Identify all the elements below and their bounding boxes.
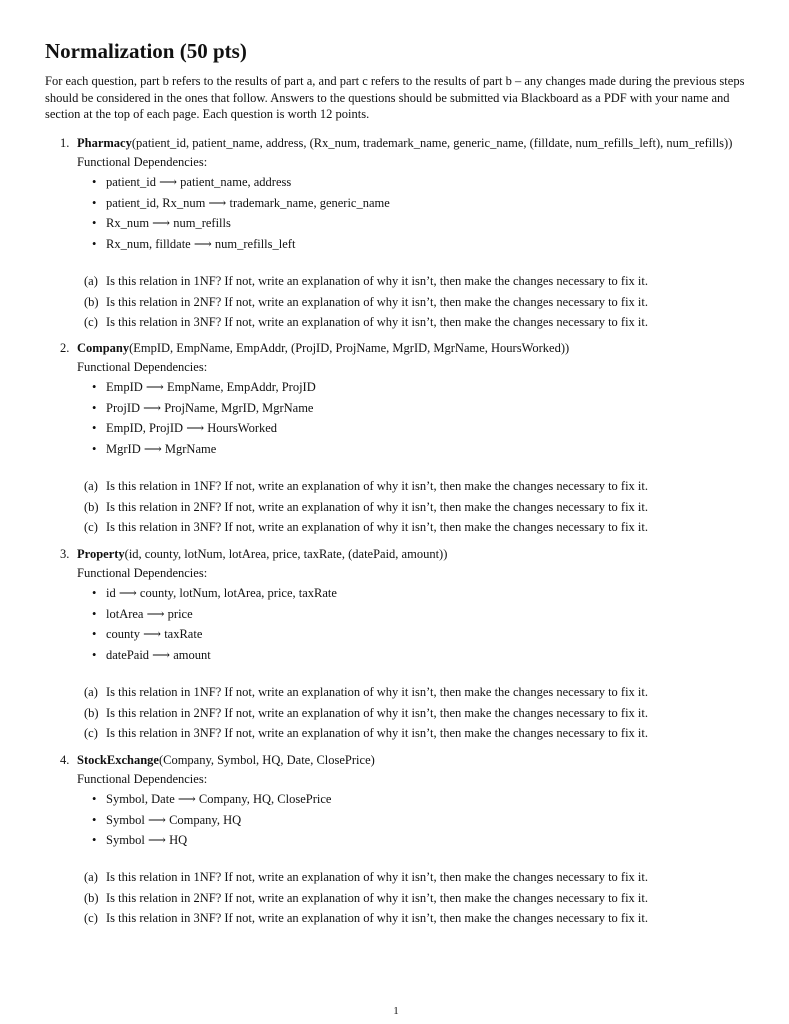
instructions-paragraph: For each question, part b refers to the results of part a, and part c refers to the results of part b – any changes made during the previous steps should be considered in the ones that follow. Answers to the questions should be submitted via Blackboard as a PDF with your name and section at the top of each page. Each question is worth 12 points. (45, 74, 745, 121)
question-parts (84, 869, 648, 931)
question-parts (84, 273, 648, 335)
functional-dependencies-label: Functional Dependencies: (77, 772, 208, 786)
part-letter: (a) (84, 479, 98, 493)
part-letter: (a) (84, 685, 98, 699)
question-parts (84, 478, 648, 540)
question-part-c (84, 725, 648, 746)
question-parts (84, 684, 648, 746)
dependency-item: • Rx_num, filldate ⟶ num_refills_left (92, 236, 390, 257)
dependency-item: • EmpID ⟶ EmpName, EmpAddr, ProjID (92, 379, 316, 400)
relation-name: StockExchange (77, 753, 159, 767)
question-part-c (84, 519, 648, 540)
part-text: Is this relation in 1NF? If not, write an explanation of why it isn’t, then make the changes necessary to fix it. (106, 870, 648, 884)
question-number: 1. (60, 136, 70, 150)
relation-attributes: (EmpID, EmpName, EmpAddr, (ProjID, ProjName, MgrID, MgrName, HoursWorked)) (129, 341, 570, 355)
part-text: Is this relation in 3NF? If not, write an explanation of why it isn’t, then make the changes necessary to fix it. (106, 520, 648, 535)
dependency-item: • patient_id ⟶ patient_name, address (92, 174, 390, 195)
question-part-a (84, 869, 648, 890)
question-heading (60, 546, 789, 563)
part-text: Is this relation in 2NF? If not, write an explanation of why it isn’t, then make the changes necessary to fix it. (106, 705, 648, 720)
part-letter: (a) (84, 274, 98, 288)
question-part-b (84, 890, 648, 911)
dependency-item: • Rx_num ⟶ num_refills (92, 215, 390, 236)
dependency-item: • Symbol ⟶ Company, HQ (92, 812, 331, 833)
question-heading (60, 340, 789, 357)
dependency-item: • county ⟶ taxRate (92, 626, 337, 647)
dependency-item: • id ⟶ county, lotNum, lotArea, price, taxRate (92, 585, 337, 606)
part-text: Is this relation in 1NF? If not, write an explanation of why it isn’t, then make the changes necessary to fix it. (106, 479, 648, 493)
part-letter: (c) (84, 726, 98, 741)
question-number: 4. (60, 753, 70, 767)
question-part-b (84, 294, 648, 315)
question-heading (60, 135, 789, 152)
part-letter: (b) (84, 890, 99, 905)
part-letter: (b) (84, 705, 99, 720)
relation-name: Company (77, 341, 130, 355)
functional-dependencies-list (92, 379, 316, 461)
relation-attributes: (id, county, lotNum, lotArea, price, taxRate, (datePaid, amount)) (124, 547, 448, 561)
part-text: Is this relation in 1NF? If not, write an explanation of why it isn’t, then make the changes necessary to fix it. (106, 274, 648, 288)
question-number: 2. (60, 341, 70, 355)
functional-dependencies-label: Functional Dependencies: (77, 155, 208, 169)
question-part-a (84, 478, 648, 499)
part-text: Is this relation in 2NF? If not, write an explanation of why it isn’t, then make the changes necessary to fix it. (106, 294, 648, 309)
question-part-b (84, 705, 648, 726)
dependency-item: • EmpID, ProjID ⟶ HoursWorked (92, 420, 316, 441)
dependency-item: • patient_id, Rx_num ⟶ trademark_name, generic_name (92, 195, 390, 216)
relation-name: Property (77, 547, 125, 561)
question-part-b (84, 499, 648, 520)
question-part-c (84, 314, 648, 335)
dependency-item: • ProjID ⟶ ProjName, MgrID, MgrName (92, 400, 316, 421)
question-part-a (84, 684, 648, 705)
part-letter: (a) (84, 870, 98, 884)
part-text: Is this relation in 2NF? If not, write an explanation of why it isn’t, then make the changes necessary to fix it. (106, 499, 648, 514)
functional-dependencies-list (92, 585, 337, 667)
functional-dependencies-label: Functional Dependencies: (77, 566, 208, 580)
page-number: 1 (393, 1005, 399, 1017)
part-text: Is this relation in 3NF? If not, write an explanation of why it isn’t, then make the changes necessary to fix it. (106, 911, 648, 926)
relation-attributes: (patient_id, patient_name, address, (Rx_num, trademark_name, generic_name, (filldate, num_refills_left), num_refills)) (131, 136, 733, 150)
question-heading (60, 752, 789, 769)
functional-dependencies-list (92, 791, 331, 853)
relation-attributes: (Company, Symbol, HQ, Date, ClosePrice) (158, 753, 375, 767)
question-part-a (84, 273, 648, 294)
part-letter: (c) (84, 315, 98, 330)
part-text: Is this relation in 1NF? If not, write an explanation of why it isn’t, then make the changes necessary to fix it. (106, 685, 648, 699)
functional-dependencies-label: Functional Dependencies: (77, 360, 208, 374)
question-number: 3. (60, 547, 70, 561)
functional-dependencies-list (92, 174, 390, 256)
dependency-item: • lotArea ⟶ price (92, 606, 337, 627)
dependency-item: • Symbol ⟶ HQ (92, 832, 331, 853)
dependency-item: • MgrID ⟶ MgrName (92, 441, 316, 462)
dependency-item: • Symbol, Date ⟶ Company, HQ, ClosePrice (92, 791, 331, 812)
part-text: Is this relation in 3NF? If not, write an explanation of why it isn’t, then make the changes necessary to fix it. (106, 315, 648, 330)
page-title: Normalization (50 pts) (45, 39, 247, 63)
part-text: Is this relation in 2NF? If not, write an explanation of why it isn’t, then make the changes necessary to fix it. (106, 890, 648, 905)
dependency-item: • datePaid ⟶ amount (92, 647, 337, 668)
part-letter: (c) (84, 520, 98, 535)
part-letter: (c) (84, 911, 98, 926)
part-text: Is this relation in 3NF? If not, write an explanation of why it isn’t, then make the changes necessary to fix it. (106, 726, 648, 741)
relation-name: Pharmacy (77, 136, 132, 150)
question-part-c (84, 910, 648, 931)
part-letter: (b) (84, 499, 99, 514)
part-letter: (b) (84, 294, 99, 309)
